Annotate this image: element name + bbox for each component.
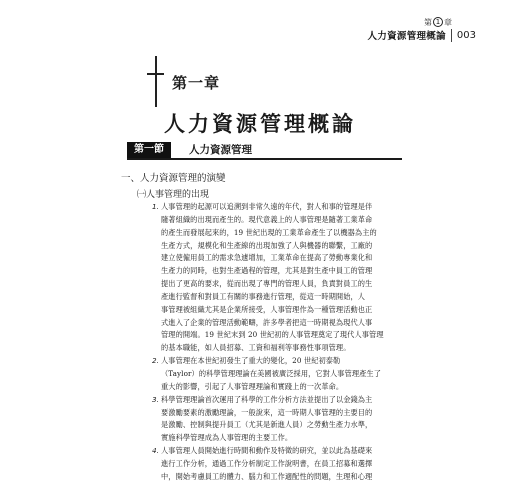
list-item xyxy=(152,201,401,355)
chapter-title: 人力資源管理概論 xyxy=(164,112,356,136)
list-item-text: 人事管理在本世紀初發生了重大的變化，20 世紀初泰勒 （Taylor）的科學管理理論在美國被廣泛採用，它對人事管理產生了 重大的影響，引起了人事管理理論和實踐上的一次革命。 xyxy=(161,356,382,391)
chapter-label: 第一章 xyxy=(172,74,221,92)
list-item-number: 3. xyxy=(152,394,159,404)
crosshair-vertical-rule xyxy=(155,56,157,107)
sub-subheading: ㈠人事管理的出現 xyxy=(137,190,210,200)
section-heading xyxy=(127,142,402,160)
book-title: 人力資源管理概論 xyxy=(367,31,446,42)
list-item-number: 1. xyxy=(152,202,159,211)
chapter-tag xyxy=(368,17,453,27)
page-number: 003 xyxy=(456,29,476,41)
running-header xyxy=(368,17,477,42)
header-divider xyxy=(451,29,452,42)
list-item-number: 4. xyxy=(152,446,159,456)
subheading: 一、人力資源管理的演變 xyxy=(121,173,226,184)
list-item xyxy=(152,394,401,445)
chapter-tag-number: 1 xyxy=(433,17,443,27)
list-item xyxy=(152,355,401,394)
list-item xyxy=(152,445,401,484)
header-line xyxy=(368,28,477,42)
list-item-text: 人事管理的起源可以追溯到非常久遠的年代，對人和事的管理是伴 隨著組織的出現而產生的。現代意義上的人事管理是隨著工業革命 的產生而發展起來的，19 世紀出現的工業革命產生了以機器為主的 生產方式，規模化和生產線的出現加強了人與機器的聯繫，工廠的 建立使僱用員工的需求急遽增加，工業革命在提高了勞動專業化和 生產力的同時，也對生產過程的管理，尤其是對生產中員工的管理 提出了更高的要求，從而出現了專門的管理人員，負責對員工的生 產進行監督和對員工有關的事務進行管理，從這一時期開始，人 事管理被組織尤其是企業所接受，人事管理作為一種管理活動也正 式進入了企業的管理活動範疇，許多學者把這一時期視為現代人事 管理的開端。19 世紀末到 20 世紀初的人事管理奠定了現代人事管理 的基本職能，如人員招募、工資和福利等事務性事項管理。 xyxy=(161,202,384,353)
body-paragraph-list xyxy=(152,201,401,484)
crosshair-horizontal-rule xyxy=(147,73,164,75)
list-item-number: 2. xyxy=(152,356,159,366)
section-label: 第一節 xyxy=(127,142,171,158)
chapter-tag-prefix: 第 xyxy=(424,17,432,27)
section-title: 人力資源管理 xyxy=(189,144,252,156)
chapter-tag-suffix: 章 xyxy=(444,17,452,27)
section-underline xyxy=(127,158,402,160)
list-item-text: 科學管理理論首次運用了科學的工作分析方法並提出了以金錢為主 要激勵要素的激勵理論，一般說來，這一時期人事管理的主要目的 是激勵、控制與提升員工（尤其是新進人員）之勞動生產力水準， 實施科學管理成為人事管理的主要工作。 xyxy=(161,394,373,443)
list-item-text: 人事管理人員開始進行時間和動作及特徵的研究，並以此為基礎來 進行工作分析，通過工作分析制定工作說明書，在員工招募和選擇 中，開始考慮員工的體力、腦力和工作適配性的問題，生理和心理 xyxy=(161,446,373,481)
